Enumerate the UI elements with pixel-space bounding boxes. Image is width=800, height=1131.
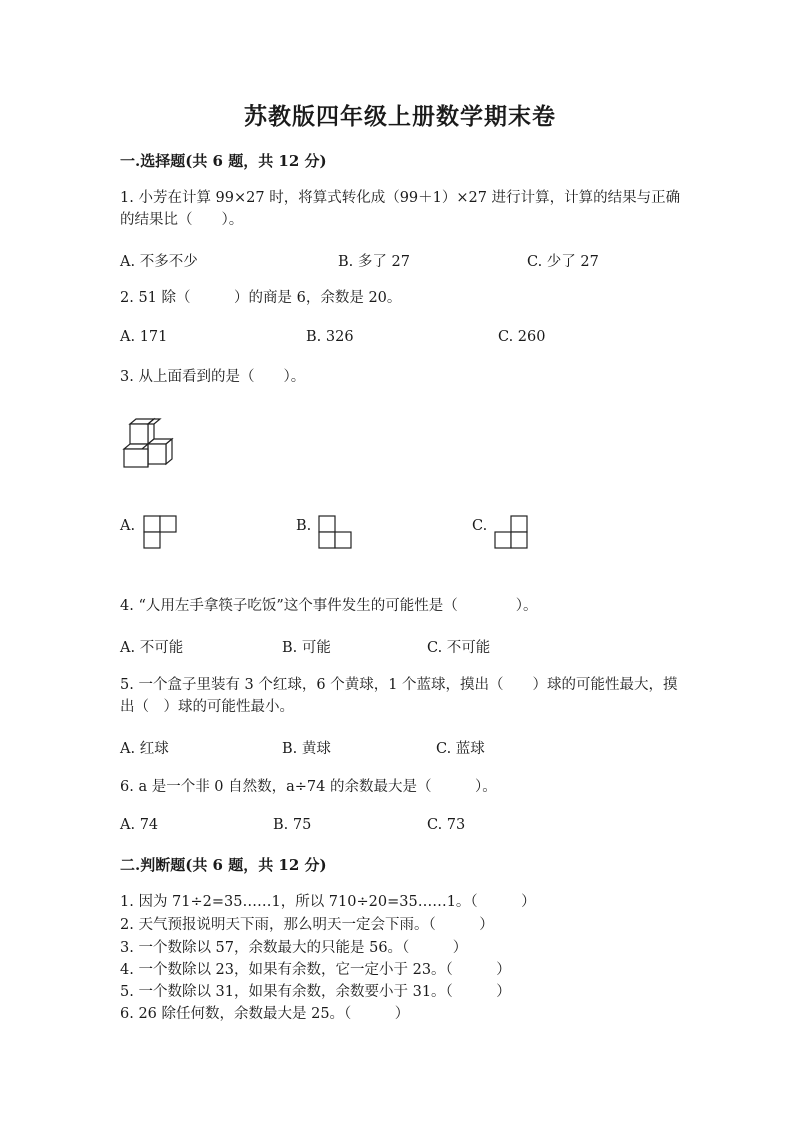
grid-square [335,532,351,548]
q6-option-c: C. 73 [427,817,466,833]
section-1-heading: 一.选择题(共 6 题，共 12 分) [120,152,327,170]
q1-option-b: B. 多了 27 [338,254,410,270]
grid-square [144,532,160,548]
q6-option-a: A. 74 [120,817,159,833]
q1-option-a: A. 不多不少 [120,254,198,270]
grid-square [319,532,335,548]
q3-option-c-label: C. [472,518,488,534]
q5-option-a: A. 红球 [120,741,169,757]
cube-right-side [166,439,172,464]
q2-option-c: C. 260 [498,329,546,345]
question-2: 2. 51 除（ ）的商是 6，余数是 20。 [120,290,402,306]
grid-square [511,516,527,532]
q4-option-c: C. 不可能 [427,640,491,656]
question-4: 4. “人用左手拿筷子吃饭”这个事件发生的可能性是（ ）。 [120,598,538,614]
q4-option-a: A. 不可能 [120,640,184,656]
cube-left-top [124,444,148,449]
grid-square [495,532,511,548]
judge-item-4: 4. 一个数除以 23，如果有余数，它一定小于 23。（ ） [120,962,511,978]
q1-option-c: C. 少了 27 [527,254,599,270]
q5-option-c: C. 蓝球 [436,741,485,757]
question-3: 3. 从上面看到的是（ ）。 [120,369,306,385]
question-5: 5. 一个盒子里装有 3 个红球，6 个黄球，1 个蓝球，摸出（ ）球的可能性最大，摸出（ ）球的可能性最小。 [120,677,678,715]
q6-option-b: B. 75 [273,817,312,833]
page-title: 苏教版四年级上册数学期末卷 [244,103,556,130]
q4-option-b: B. 可能 [282,640,331,656]
grid-square [319,516,335,532]
judge-item-5: 5. 一个数除以 31，如果有余数，余数要小于 31。（ ） [120,984,511,1000]
cube-right-front [148,444,166,464]
judge-item-6: 6. 26 除任何数，余数最大是 25。（ ） [120,1006,410,1022]
judge-item-2: 2. 天气预报说明天下雨，那么明天一定会下雨。（ ） [120,917,494,933]
question-6: 6. a 是一个非 0 自然数，a÷74 的余数最大是（ ）。 [120,779,497,795]
cube-stack-figure [118,418,188,470]
grid-square [144,516,160,532]
judge-item-3: 3. 一个数除以 57，余数最大的只能是 56。（ ） [120,940,468,956]
q2-option-a: A. 171 [120,329,168,345]
grid-square [160,516,176,532]
q3-option-c-figure [494,515,530,551]
q3-option-b-figure [318,515,354,551]
cube-left-front [124,449,148,467]
q5-option-b: B. 黄球 [282,741,331,757]
judge-item-1: 1. 因为 71÷2=35……1，所以 710÷20=35……1。（ ） [120,894,536,910]
q2-option-b: B. 326 [306,329,354,345]
section-2-heading: 二.判断题(共 6 题，共 12 分) [120,856,327,874]
q3-option-a-figure [143,515,179,551]
q3-option-a-label: A. [120,518,136,534]
q3-option-b-label: B. [296,518,312,534]
cube-top-front [130,424,148,444]
grid-square [511,532,527,548]
question-1: 1. 小芳在计算 99×27 时，将算式转化成（99＋1）×27 进行计算，计算的结果与正确的结果比（ ）。 [120,190,681,228]
